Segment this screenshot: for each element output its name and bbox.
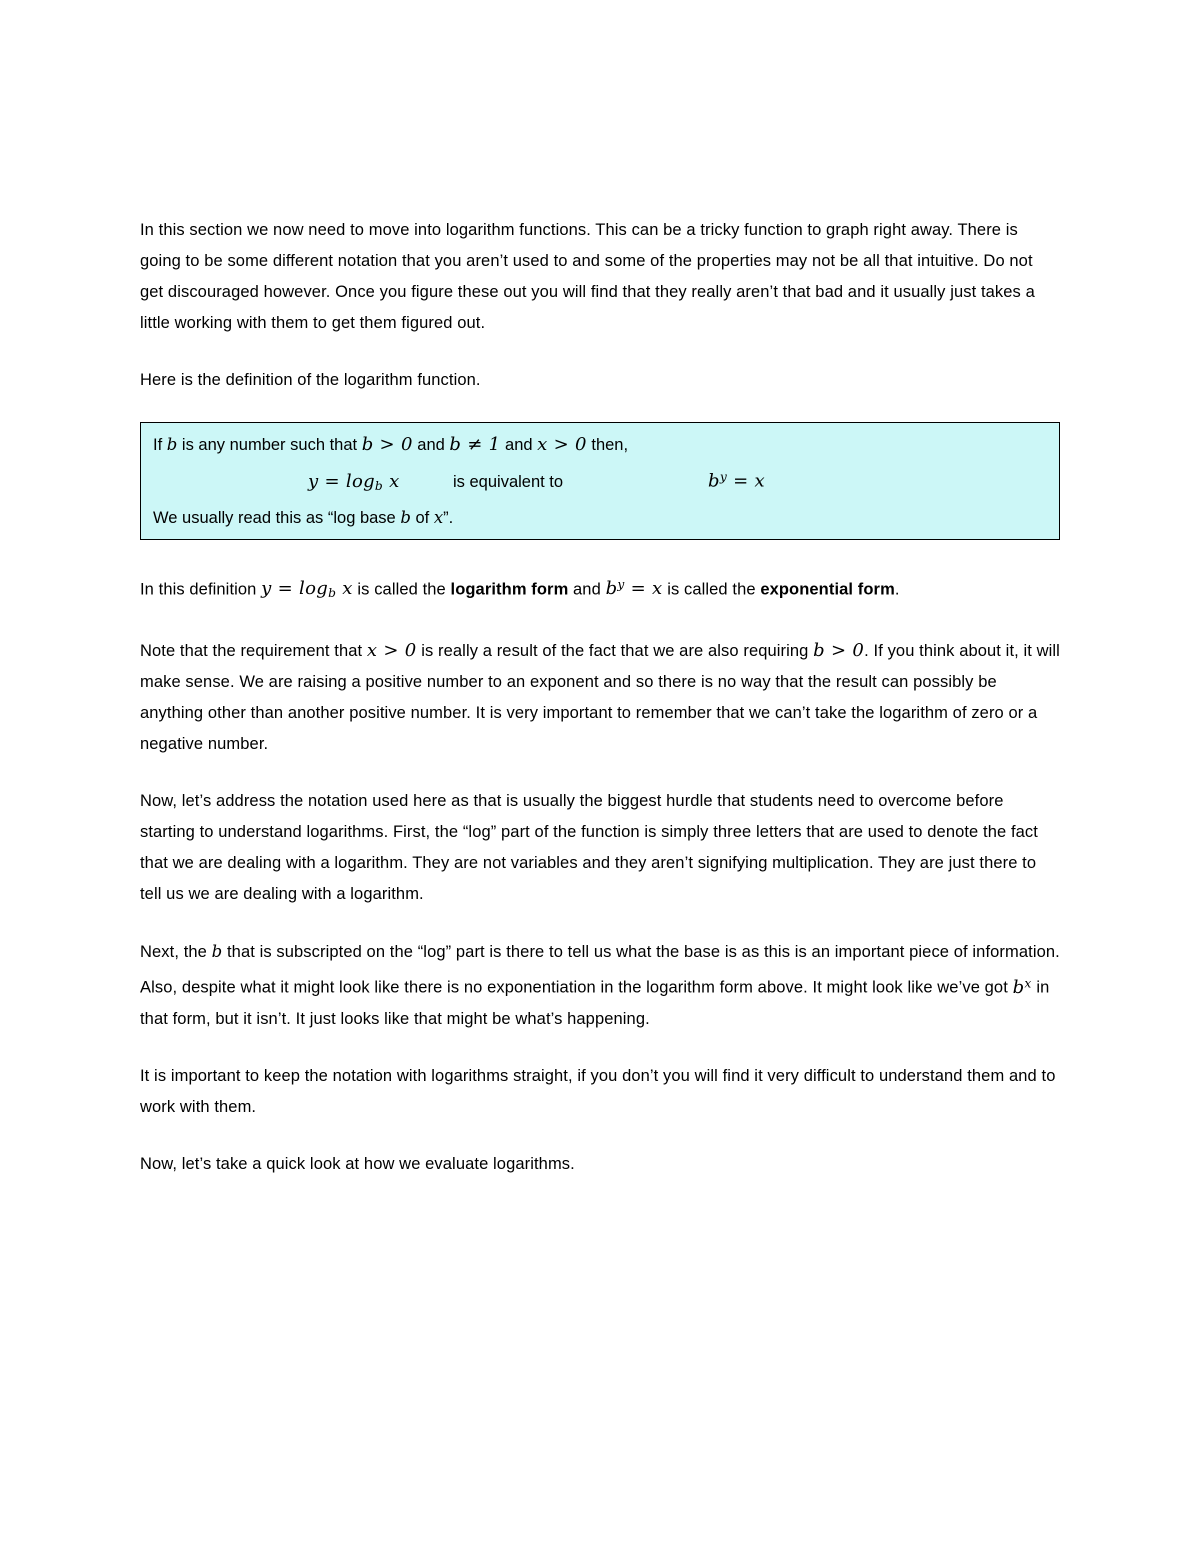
paragraph-straight: It is important to keep the notation with logarithms straight, if you don’t you will find it very difficult to understand them and to work with them. xyxy=(140,1066,1056,1116)
defsent-bold-logarithm-form: logarithm form xyxy=(450,580,569,599)
definition-equivalence-text: is equivalent to xyxy=(453,472,564,491)
definition-then: then, xyxy=(591,436,629,454)
paragraph-note xyxy=(140,635,1060,760)
definition-line-1 xyxy=(153,431,1047,459)
defsent-log-form: $y = \log_b x$ xyxy=(261,578,353,601)
note-part-2: is really a result of the fact that we are also requiring xyxy=(421,642,809,661)
note-math-x-gt-0: x > 0 xyxy=(366,640,417,662)
defsent-mid3: is called the xyxy=(667,580,756,599)
defsent-mid2: and xyxy=(573,580,601,599)
subscript-math-b-pow-x: $b^x$ xyxy=(1012,976,1032,998)
note-math-b-gt-0: b > 0 xyxy=(813,640,865,662)
subscript-part-2: that is subscripted on the “log” part is there to tell us what the base is as this is an important piece of information. Also, despite what it might look like there is no exponentiation in the logarithm form above. It might look like we’ve got xyxy=(140,943,1060,997)
definition-read-suffix: ”. xyxy=(443,508,454,527)
definition-line-3 xyxy=(153,504,1047,532)
definition-read-prefix: We usually read this as “log base xyxy=(153,508,396,527)
definition-such-that: is any number such that xyxy=(181,436,358,454)
paragraph-closing: Now, let’s take a quick look at how we evaluate logarithms. xyxy=(140,1154,575,1173)
definition-read-of: of xyxy=(415,508,430,527)
definition-condition-b-gt-0: b > 0 xyxy=(361,434,413,455)
note-part-1: Note that the requirement that xyxy=(140,642,363,661)
defsent-prefix: In this definition xyxy=(140,580,257,599)
paragraph-subscript xyxy=(140,936,1060,1035)
paragraph-definition-sentence xyxy=(140,570,1060,610)
defsent-mid1: is called the xyxy=(357,580,446,599)
definition-and-2: and xyxy=(505,436,533,454)
subscript-part-3: in that form, but it isn’t. It just looks like that might be what’s happening. xyxy=(140,978,1050,1028)
definition-condition-x-gt-0: x > 0 xyxy=(537,434,587,455)
definition-exponential-form: $b^y = x$ xyxy=(708,470,765,492)
subscript-part-1: Next, the xyxy=(140,943,207,962)
paragraph-intro: In this section we now need to move into logarithm functions. This can be a tricky function to graph right away. There is going to be some different notation that you aren’t used to and some of the properties may not be all that intuitive. Do not get discouraged however. Once you figure these out you will find that they really aren’t that bad and it usually just takes a little working with them to get them figured out. xyxy=(140,221,1035,332)
definition-read-x: x xyxy=(433,507,444,527)
paragraph-definition-intro: Here is the definition of the logarithm function. xyxy=(140,371,481,389)
definition-condition-b-neq-1: b ≠ 1 xyxy=(449,434,501,455)
definition-box xyxy=(140,422,1060,540)
defsent-bold-exponential-form: exponential form xyxy=(760,580,895,599)
definition-exponent: y xyxy=(719,470,728,484)
subscript-math-b: b xyxy=(211,942,223,962)
definition-and-1: and xyxy=(417,436,445,454)
note-part-3: . If you think about it, it will make sense. We are raising a positive number to an exponent and so there is no way that the result can possibly be anything other than another positive number. It is very important to remember that we can’t take the logarithm of zero or a negative number. xyxy=(140,642,1060,754)
definition-logarithm-form: $y = \log_b x$ xyxy=(308,470,400,493)
definition-line-2 xyxy=(153,459,1047,504)
defsent-period: . xyxy=(894,580,900,599)
paragraph-notation: Now, let’s address the notation used here as that is usually the biggest hurdle that students need to overcome before starting to understand logarithms. First, the “log” part of the function is simply three letters that are used to denote the fact that we are dealing with a logarithm. They are not variables and they aren’t signifying multiplication. They are just there to tell us we are dealing with a logarithm. xyxy=(140,792,1038,904)
definition-read-b: b xyxy=(400,507,411,527)
definition-log-base: b xyxy=(374,478,384,493)
definition-b-italic: b xyxy=(166,435,178,454)
definition-if-prefix: If xyxy=(153,436,163,454)
defsent-exp-form: $b^y = x$ xyxy=(605,577,663,600)
